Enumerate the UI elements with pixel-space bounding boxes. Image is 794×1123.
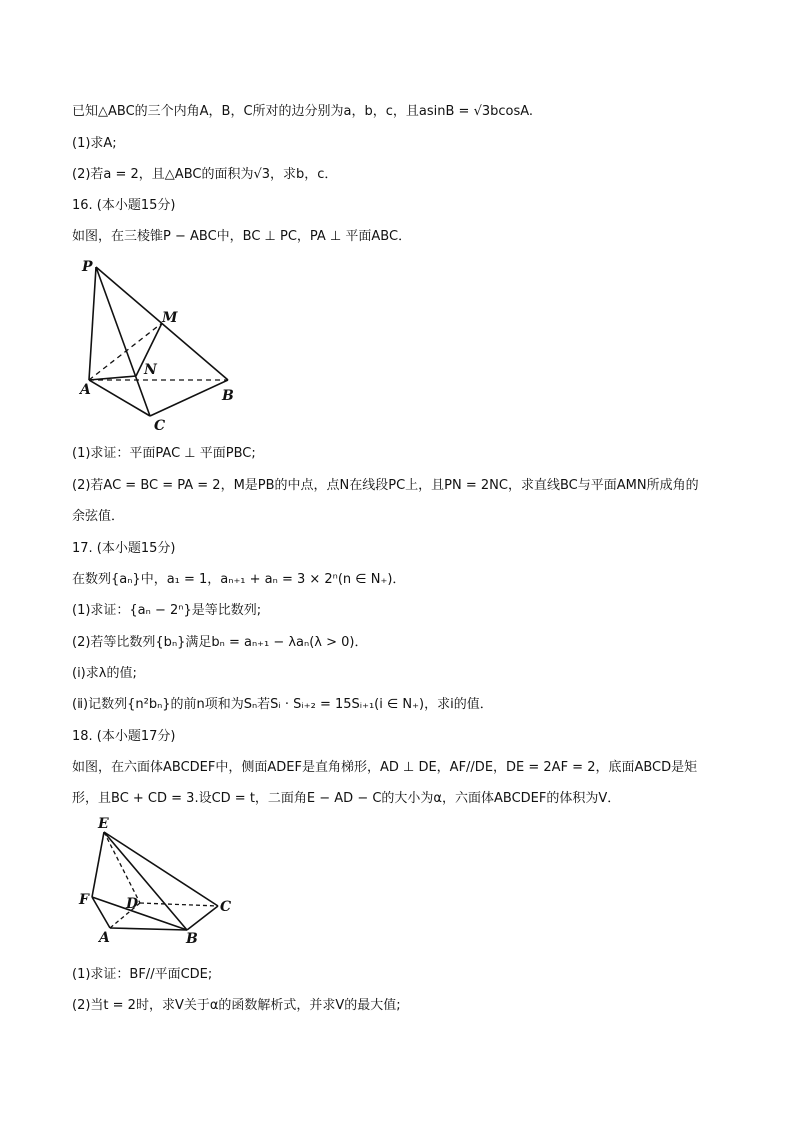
label-m: M — [162, 310, 178, 326]
label-n: N — [144, 362, 157, 378]
q18-heading: 18. (本小题17分) — [72, 729, 176, 744]
q16-part2-line2: 余弦值． — [72, 509, 125, 524]
edge-pa — [89, 267, 96, 380]
label-c: C — [220, 899, 232, 915]
edge-ec — [104, 832, 218, 906]
q16-part1: (1)求证：平面PAC ⊥ 平面PBC; — [72, 446, 256, 461]
q17-stem: 在数列{aₙ}中，a₁ = 1，aₙ₊₁ + aₙ = 3 × 2ⁿ(n ∈ N₊)． — [72, 572, 406, 587]
q17-part2: (2)若等比数列{bₙ}满足bₙ = aₙ₊₁ − λaₙ(λ > 0)． — [72, 635, 368, 650]
edge-ab — [110, 928, 187, 930]
edge-ef — [92, 832, 104, 897]
q17-part2-ii: (ⅱ)记数列{n²bₙ}的前n项和为Sₙ若Sᵢ · Sᵢ₊₂ = 15Sᵢ₊₁(i ∈ N₊)，求i的值． — [72, 697, 493, 712]
label-p: P — [82, 259, 93, 275]
q18-part1: (1)求证：BF//平面CDE; — [72, 967, 213, 982]
q18-stem-line2: 形，且BC + CD = 3.设CD = t，二面角E − AD − C的大小为α，六面体ABCDEF的体积为V． — [72, 791, 621, 806]
label-d: D — [126, 896, 139, 912]
q15-stem: 已知△ABC的三个内角A，B，C所对的边分别为a，b，c，且asinB = √3bcosA. — [72, 104, 534, 119]
q16-stem: 如图，在三棱锥P − ABC中，BC ⊥ PC，PA ⊥ 平面ABC． — [72, 229, 412, 244]
q18-stem-line1: 如图，在六面体ABCDEF中，侧面ADEF是直角梯形，AD ⊥ DE，AF//DE，DE = 2AF = 2，底面ABCD是矩 — [72, 760, 698, 775]
label-a: A — [80, 382, 91, 398]
label-c: C — [154, 418, 166, 434]
q16-part2-line1: (2)若AC = BC = PA = 2，M是PB的中点，点N在线段PC上，且PN = 2NC，求直线BC与平面AMN所成角的 — [72, 478, 699, 493]
q17-heading: 17. (本小题15分) — [72, 541, 176, 556]
edge-bc — [187, 906, 218, 930]
q18-part2: (2)当t = 2时，求V关于α的函数解析式，并求V的最大值; — [72, 998, 401, 1013]
label-f: F — [79, 892, 89, 908]
q17-part2-i: (ⅰ)求λ的值; — [72, 666, 137, 681]
label-a: A — [99, 930, 110, 946]
q16-heading: 16. (本小题15分) — [72, 198, 176, 213]
edge-cb — [150, 380, 228, 416]
q15-part2: (2)若a = 2，且△ABC的面积为√3，求b，c． — [72, 167, 338, 182]
label-b: B — [186, 931, 198, 947]
edge-dc-hidden — [140, 903, 218, 906]
edge-ac — [89, 380, 150, 416]
label-b: B — [222, 388, 234, 404]
q17-part1: (1)求证：{aₙ − 2ⁿ}是等比数列; — [72, 603, 262, 618]
label-e: E — [98, 816, 109, 832]
hexahedron-figure — [72, 815, 242, 950]
tetrahedron-figure — [72, 252, 242, 434]
q15-part1: (1)求A; — [72, 136, 117, 151]
